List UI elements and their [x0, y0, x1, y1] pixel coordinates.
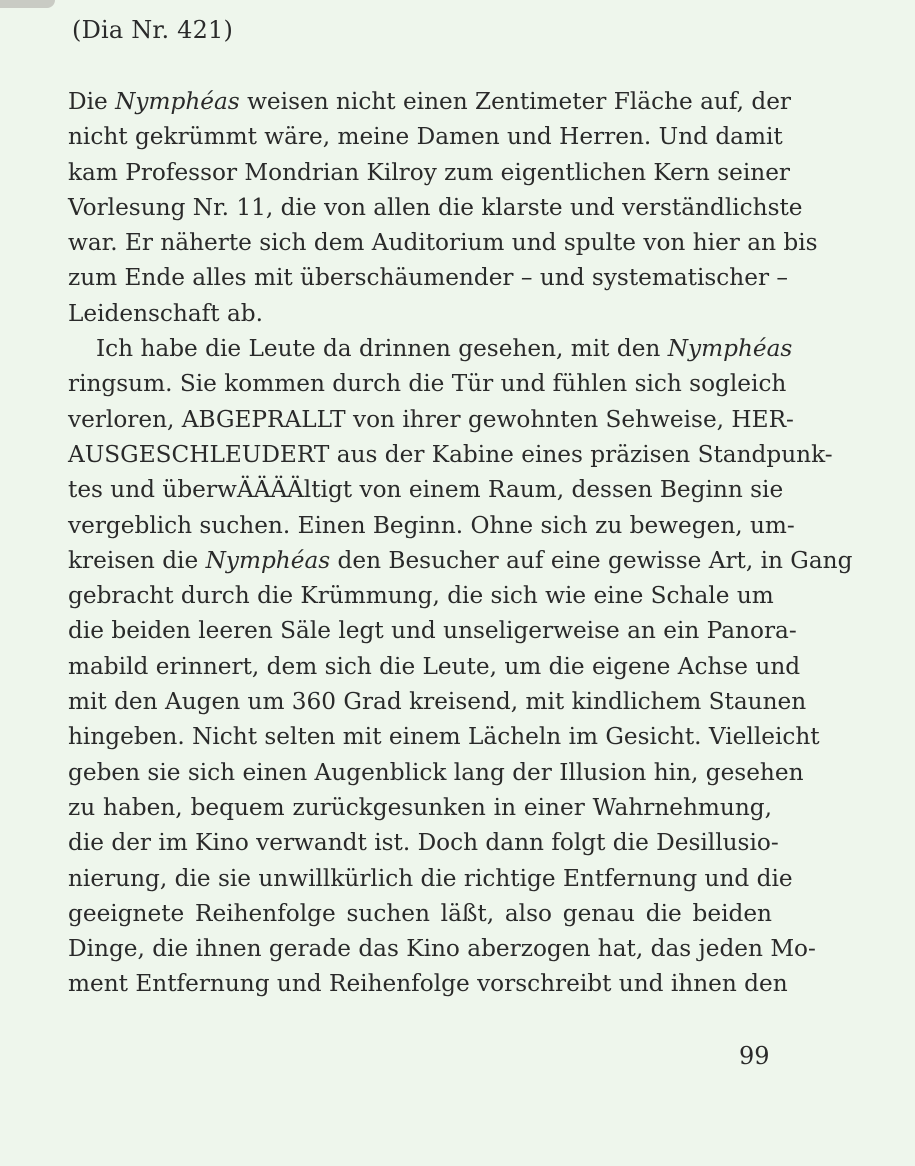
text-line	[68, 613, 797, 648]
text-line	[68, 649, 801, 684]
text-line	[68, 225, 818, 260]
text-run: kreisen die	[68, 546, 206, 574]
text-line	[68, 190, 803, 225]
text-run: gebracht durch die Krümmung, die sich wie eine Schale um	[68, 582, 774, 610]
scan-smudge	[0, 0, 55, 8]
text-run: ment Entfernung und Reihenfolge vorschreibt und ihnen den	[68, 970, 788, 998]
page-number: 99	[739, 1042, 770, 1070]
text-line	[68, 119, 783, 154]
text-line	[68, 472, 784, 507]
text-run: ringsum. Sie kommen durch die Tür und fühlen sich sogleich	[68, 370, 787, 398]
text-run: vergeblich suchen. Einen Beginn. Ohne sich zu bewegen, um-	[68, 511, 795, 539]
text-run: Leidenschaft ab.	[68, 299, 263, 327]
text-line	[68, 755, 804, 790]
text-line	[68, 508, 795, 543]
text-line	[68, 366, 787, 401]
text-line	[68, 543, 853, 578]
text-line	[68, 437, 833, 472]
text-run: die der im Kino verwandt ist. Doch dann folgt die Desillusio-	[68, 829, 779, 857]
text-line	[68, 931, 816, 966]
text-run: Ich habe die Leute da drinnen gesehen, mit den	[96, 335, 668, 363]
text-line	[68, 684, 807, 719]
text-run: geeignete Reihenfolge suchen läßt, also genau die beiden	[68, 899, 772, 927]
text-line	[68, 84, 792, 119]
text-run: mit den Augen um 360 Grad kreisend, mit kindlichem Staunen	[68, 688, 807, 716]
text-line	[68, 825, 779, 860]
text-line	[68, 719, 820, 754]
text-line	[68, 861, 793, 896]
text-run: geben sie sich einen Augenblick lang der Illusion hin, gesehen	[68, 758, 804, 786]
slide-reference: (Dia Nr. 421)	[72, 16, 234, 44]
italic-title: Nymphéas	[667, 335, 793, 363]
text-run: nicht gekrümmt wäre, meine Damen und Herren. Und damit	[68, 123, 783, 151]
text-run: weisen nicht einen Zentimeter Fläche auf, der	[239, 88, 792, 115]
text-line	[68, 402, 794, 437]
italic-title: Nymphéas	[205, 546, 331, 574]
text-line	[68, 155, 791, 190]
text-run: mabild erinnert, dem sich die Leute, um die eigene Achse und	[68, 652, 801, 680]
text-run: Dinge, die ihnen gerade das Kino aberzogen hat, das jeden Mo-	[68, 935, 816, 963]
text-line	[68, 966, 788, 1001]
italic-title: Nymphéas	[115, 88, 240, 115]
text-run: war. Er näherte sich dem Auditorium und spulte von hier an bis	[68, 229, 818, 257]
text-run: AUSGESCHLEUDERT aus der Kabine eines präzisen Standpunk-	[68, 440, 833, 468]
text-run: zu haben, bequem zurückgesunken in einer Wahrnehmung,	[68, 793, 772, 821]
body-text	[68, 84, 853, 1002]
text-line	[68, 578, 772, 613]
text-line	[68, 260, 788, 295]
text-run: tes und überwÄÄÄÄltigt von einem Raum, dessen Beginn sie	[68, 476, 784, 504]
text-run: die beiden leeren Säle legt und unseligerweise an ein Panora-	[68, 617, 797, 645]
text-line	[68, 296, 772, 331]
text-run: verloren, ABGEPRALLT von ihrer gewohnten Sehweise, HER-	[68, 405, 794, 433]
text-run: Die	[68, 88, 116, 115]
text-run: hingeben. Nicht selten mit einem Lächeln im Gesicht. Vielleicht	[68, 723, 820, 751]
text-line	[68, 896, 772, 931]
text-run: den Besucher auf eine gewisse Art, in Gang	[330, 546, 853, 574]
text-run: Vorlesung Nr. 11, die von allen die klarste und verständlichste	[68, 193, 803, 221]
text-line	[68, 331, 793, 366]
text-run: zum Ende alles mit überschäumender – und systematischer –	[68, 264, 788, 292]
text-run: kam Professor Mondrian Kilroy zum eigentlichen Kern seiner	[68, 158, 791, 186]
text-line	[68, 790, 772, 825]
text-run: nierung, die sie unwillkürlich die richtige Entfernung und die	[68, 864, 793, 892]
